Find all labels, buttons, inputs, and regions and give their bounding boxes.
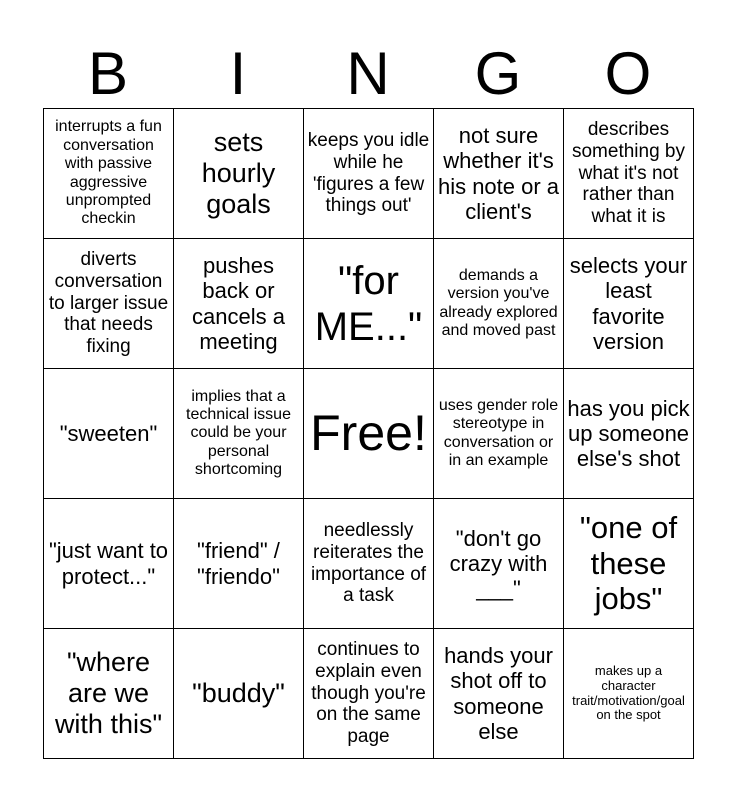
bingo-cell: pushes back or cancels a meeting [174, 239, 304, 369]
header-letter-i: I [229, 40, 247, 107]
header-letter-o: O [604, 40, 652, 107]
bingo-cell: hands your shot off to someone else [434, 629, 564, 759]
bingo-cell: "sweeten" [44, 369, 174, 499]
bingo-cell: "friend" / "friendo" [174, 499, 304, 629]
bingo-cell: diverts conversation to larger issue that needs fixing [44, 239, 174, 369]
board-row [44, 239, 694, 369]
bingo-cell: not sure whether it's his note or a client's [434, 109, 564, 239]
header-letter-g: G [474, 40, 522, 107]
bingo-cell: keeps you idle while he 'figures a few things out' [304, 109, 434, 239]
board-row [44, 369, 694, 499]
bingo-cell: describes something by what it's not rather than what it is [564, 109, 694, 239]
bingo-cell: makes up a character trait/motivation/goal on the spot [564, 629, 694, 759]
bingo-cell: "don't go crazy with ___" [434, 499, 564, 629]
bingo-cell: interrupts a fun conversation with passive aggressive unprompted checkin [44, 109, 174, 239]
bingo-header [43, 40, 693, 108]
bingo-cell: "for ME..." [304, 239, 434, 369]
header-letter-n: N [346, 40, 390, 107]
bingo-cell: selects your least favorite version [564, 239, 694, 369]
bingo-cell: "where are we with this" [44, 629, 174, 759]
bingo-cell: "just want to protect..." [44, 499, 174, 629]
bingo-cell: "one of these jobs" [564, 499, 694, 629]
bingo-cell: needlessly reiterates the importance of a task [304, 499, 434, 629]
board-row [44, 629, 694, 759]
bingo-cell: demands a version you've already explored and moved past [434, 239, 564, 369]
board-row [44, 109, 694, 239]
bingo-board [43, 108, 694, 759]
bingo-cell: uses gender role stereotype in conversation or in an example [434, 369, 564, 499]
bingo-cell: implies that a technical issue could be your personal shortcoming [174, 369, 304, 499]
bingo-cell: continues to explain even though you're on the same page [304, 629, 434, 759]
header-letter-b: B [87, 40, 129, 107]
bingo-cell: has you pick up someone else's shot [564, 369, 694, 499]
free-space: Free! [304, 369, 434, 499]
board-row [44, 499, 694, 629]
bingo-cell: "buddy" [174, 629, 304, 759]
bingo-cell: sets hourly goals [174, 109, 304, 239]
